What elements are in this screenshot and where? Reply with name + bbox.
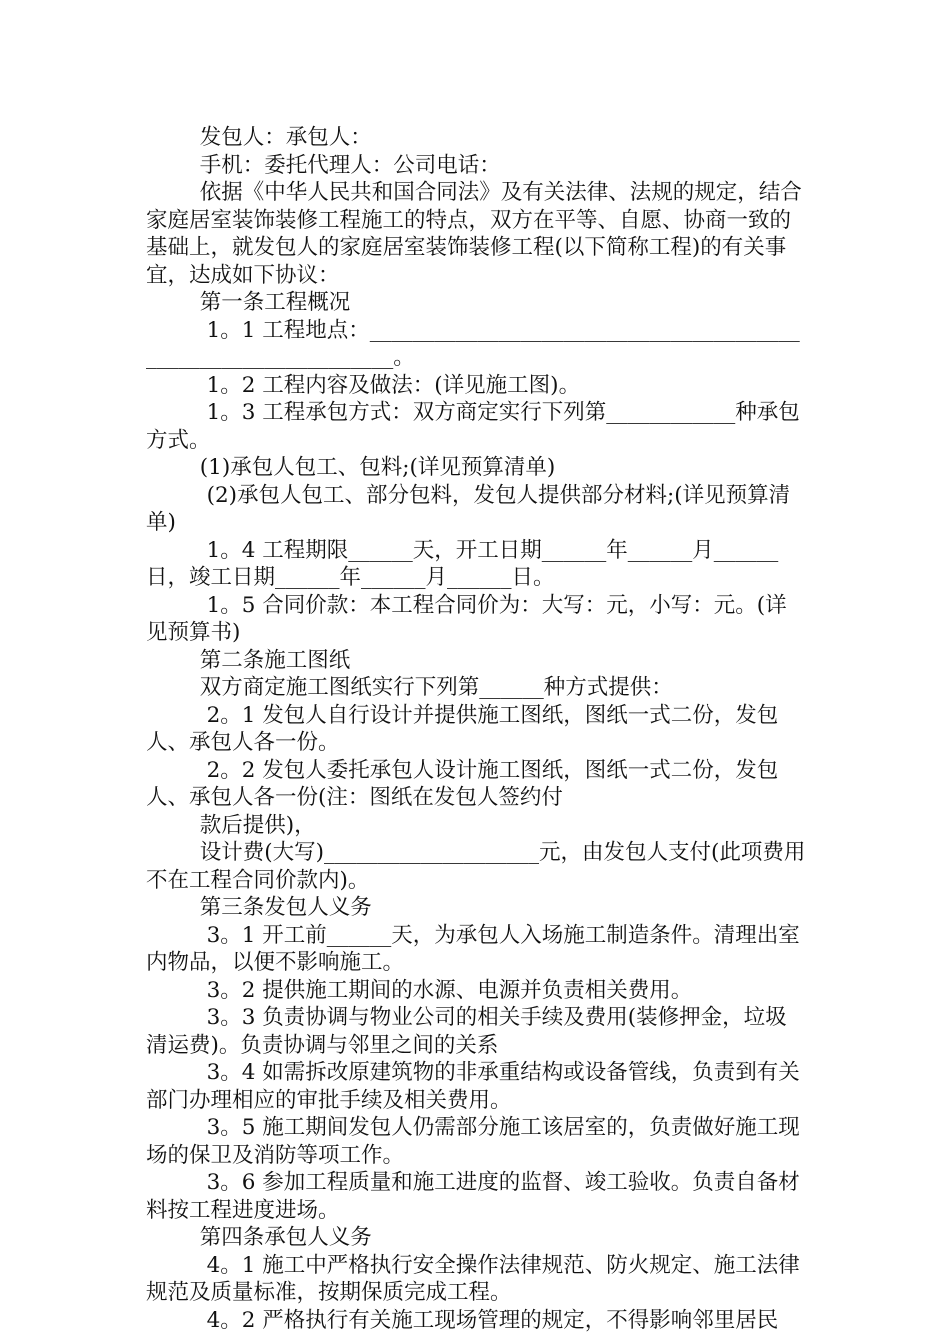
clause-1-2: 1。2 工程内容及做法：(详见施工图)。 [199, 372, 581, 398]
clause-1-3: 1。3 工程承包方式：双方商定实行下列第____________种承包方式。 [146, 400, 800, 453]
article-2-heading: 第二条施工图纸 [199, 647, 351, 673]
clause-2-2-continued: 款后提供)， [199, 812, 316, 838]
clause-3-4: 3。4 如需拆改原建筑物的非承重结构或设备管线，负责到有关部门办理相应的审批手续及相关费用。 [146, 1060, 800, 1113]
contract-body [146, 124, 806, 1334]
clause-3-3: 3。3 负责协调与物业公司的相关手续及费用(装修押金，垃圾清运费)。负责协调与邻里之间的关系 [146, 1005, 787, 1058]
clause-4-1: 4。1 施工中严格执行安全操作法律规范、防火规定、施工法律规范及质量标准，按期保质完成工程。 [146, 1252, 800, 1305]
clause-1-5: 1。5 合同价款：本工程合同价为：大写：元，小写：元。(详见预算书) [146, 592, 787, 645]
preamble-paragraph: 依据《中华人民共和国合同法》及有关法律、法规的规定，结合家庭居室装饰装修工程施工的特点，双方在平等、自愿、协商一致的基础上，就发包人的家庭居室装饰装修工程(以下简称工程)的有关事宜，达成如下协议： [146, 180, 802, 288]
article-4-heading: 第四条承包人义务 [199, 1225, 372, 1250]
clause-1-1: 1。1 工程地点：_______________________________________________________________。 [146, 317, 800, 370]
clause-1-3-option-1: (1)承包人包工、包料;(详见预算清单) [199, 455, 556, 480]
contact-line: 手机：委托代理人：公司电话： [199, 152, 501, 178]
article-1-heading: 第一条工程概况 [199, 290, 351, 315]
parties-line: 发包人：承包人： [199, 125, 372, 150]
clause-2-1: 2。1 发包人自行设计并提供施工图纸，图纸一式二份，发包人、承包人各一份。 [146, 702, 779, 755]
article-3-heading: 第三条发包人义务 [199, 895, 372, 920]
clause-4-2: 4。2 严格执行有关施工现场管理的规定，不得影响邻里居民 [199, 1307, 779, 1333]
clause-3-2: 3。2 提供施工期间的水源、电源并负责相关费用。 [199, 977, 693, 1003]
clause-1-4: 1。4 工程期限______天，开工日期______年______月______日，竣工日期______年______月______日。 [146, 537, 779, 590]
clause-3-1: 3。1 开工前______天，为承包人入场施工制造条件。清理出室内物品，以便不影响施工。 [146, 922, 800, 975]
article-2-intro: 双方商定施工图纸实行下列第______种方式提供： [199, 675, 673, 700]
clause-3-5: 3。5 施工期间发包人仍需部分施工该居室的，负责做好施工现场的保卫及消防等项工作。 [146, 1115, 800, 1168]
design-fee-line: 设计费(大写)____________________元，由发包人支付(此项费用不在工程合同价款内)。 [146, 840, 806, 893]
clause-2-2: 2。2 发包人委托承包人设计施工图纸，图纸一式二份，发包人、承包人各一份(注：图纸在发包人签约付 [146, 757, 779, 810]
clause-1-3-option-2: (2)承包人包工、部分包料，发包人提供部分材料;(详见预算清单) [146, 482, 791, 535]
clause-3-6: 3。6 参加工程质量和施工进度的监督、竣工验收。负责自备材料按工程进度进场。 [146, 1170, 800, 1223]
